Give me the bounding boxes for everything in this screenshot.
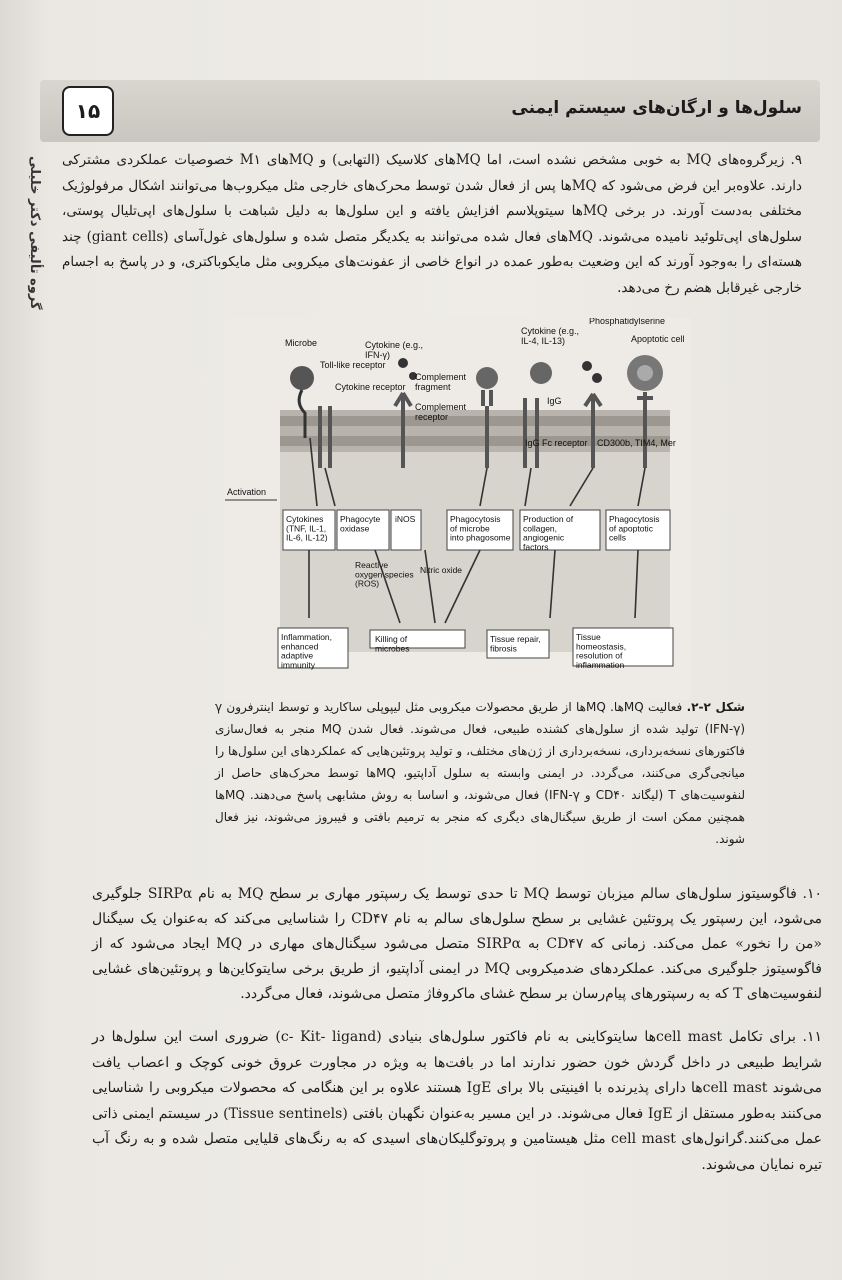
box-phago-microbe-text: Phagocytosis of microbe into phagosome <box>450 514 511 543</box>
paragraph-11: ۱۱. برای تکامل cell mastها سایتوکاینی به نام فاکتور سلول‌های بنیادی (c- Kit- ligand) ضروری است این سلول‌ها در شرایط طبیعی در داخل گردش خون حضور ندارند اما در بافت‌ها به ویژه در مجاورت عروق خونی کوچک و اعصاب یافت می‌شوند cell mastها دارای پذیرنده با افینیتی بالا برای IgE هستند علاوه بر این هنگامی که محصولات میکروبی را شناسایی می‌کنند به‌طور مستقل از IgE فعال می‌شوند. در این مسیر به‌عنوان نگهبان بافتی (Tissue sentinels) در سیستم ایمنی ذاتی عمل می‌کنند.گرانول‌های cell mast مثل هیستامین و پروتوگلیکان‌های اسیدی که به رنگ‌های قلیایی متصل شده و به رنگ آب تیره نمایان می‌شوند. <box>92 1029 823 1173</box>
label-complement-fragment: Complement fragment <box>415 372 467 392</box>
microbe-icon <box>290 366 314 390</box>
label-cytokine-2: Cytokine (e.g., IL-4, IL-13) <box>521 326 580 346</box>
box-collagen-text: Production of collagen, angiogenic factors <box>523 514 574 553</box>
chapter-title: سلول‌ها و ارگان‌های سیستم ایمنی <box>511 98 802 118</box>
label-activation: Activation <box>227 487 267 497</box>
label-cytokine-1: Cytokine (e.g., IFN-γ) <box>365 340 424 360</box>
label-apoptotic-cell: Apoptotic cell <box>631 334 685 344</box>
label-phosphatidylserine: Phosphatidylserine <box>589 318 666 326</box>
label-complement-receptor: Complement receptor <box>415 402 467 422</box>
page-number: ۱۵ <box>62 86 114 136</box>
label-igg-fc-receptor: IgG Fc receptor <box>525 438 588 448</box>
outcome-inflammation-text: Inflammation, enhanced adaptive immunity <box>281 632 333 671</box>
label-cd300b: CD300b, TIM4, Mer <box>597 438 676 448</box>
side-brand-label: گروه تألیفی دکتر خلیلی <box>27 156 42 310</box>
complement-fragment-icon <box>476 367 498 389</box>
caption-label: شکل ۲-۲. <box>686 700 745 714</box>
box-phagocyte-text: Phagocyte oxidase <box>340 514 381 534</box>
box-inos-text: iNOS <box>395 514 416 524</box>
label-nitric-oxide: Nitric oxide <box>420 565 463 575</box>
caption-text: فعالیت MQها. MQها از طریق محصولات میکروبی مثل لیپوپلی ساکارید و توسط اینترفرون γ (IFN-γ) تولید شده از سلول‌های کشنده طبیعی، فعال می‌شوند. فعال شدن MQ منجر به فعال‌سازی فاکتورهای نسخه‌برداری، نسخه‌برداری از ژن‌های مختلف، و تولید پروتئین‌هایی که عملکردهای این سلول‌ها را میانجی‌گری می‌کنند، می‌گردد. در ایمنی وابسته به سلول آداپتیو، MQها توسط محرک‌های حاصل از لنفوسیت‌های T (لیگاند CD۴۰ و IFN-γ) فعال می‌شوند، و اساسا به روش مشابهی پاسخ می‌دهند. MQها همچنین ممکن است از طریق سیگنال‌های دیگری که منجر به ترمیم بافتی و فیبروز می‌شوند، نیز فعال شوند. <box>215 700 745 846</box>
label-igg: IgG <box>547 396 562 406</box>
paragraph-10: ۱۰. فاگوسیتوز سلول‌های سالم میزبان توسط MQ تا حدی توسط یک رسپتور مهاری بر سطح MQ به نام SIRPα جلوگیری می‌شود، این رسپتور یک پروتئین غشایی بر سطح سلول‌های سالم به نام CD۴۷ را شناسایی می‌کند که به‌عنوان یک سیگنال «من را نخور» عمل می‌کند. زمانی که CD۴۷ به SIRPα متصل می‌شود سیگنال‌های مهاری در MQ ایجاد می‌شود که از فاگوسیتوز جلوگیری می‌کند. عملکردهای ضدمیکروبی MQ در ایمنی آداپتیو، از طریق برخی سایتوکاین‌ها و پروتئین‌های غشایی لنفوسیت‌های T که به رسپتورهای پیام‌رسان بر سطح غشای ماکروفاژ متصل می‌شوند، فعال می‌گردد. <box>92 886 822 1002</box>
outcome-killing-text: Killing of microbes <box>375 634 410 654</box>
outcome-tissue-repair-text: Tissue repair, fibrosis <box>490 634 541 654</box>
outcome-homeostasis-text: Tissue homeostasis, resolution of inflammation <box>576 632 627 671</box>
igg-microbe-icon <box>530 362 552 384</box>
box-cytokines-text: Cytokines (TNF, IL-1, IL-6, IL-12) <box>286 514 328 543</box>
label-ros: Reactive oxygen species (ROS) <box>355 560 414 589</box>
cytoplasm-area <box>280 452 670 652</box>
chapter-header <box>40 80 820 142</box>
box-apoptotic-text: Phagocytosis of apoptotic cells <box>609 514 660 543</box>
paragraph-9: ۹. زیرگروه‌های MQ به خوبی مشخص نشده است، اما MQهای کلاسیک (التهابی) و MQهای M۱ خصوصیات عملکردی مشترکی دارند. علاوه‌بر این فرض می‌شود که MQها پس از فعال شدن توسط محرک‌های خارجی مثل میکروب‌ها می‌توانند اشکال مرفولوژیک مختلفی به‌دست آورند. در برخی MQها سیتوپلاسم افزایش یافته و این سلول‌ها به دلیل شباهت با سلول‌های اپی‌تلیال پوستی، سلول‌های اپی‌تلوئید نامیده می‌شوند. MQهای فعال شده می‌توانند به یکدیگر متصل شده و سلول‌های غول‌آسای (giant cells) چند هسته‌ای را به‌وجود آورند که این وضعیت به‌طور عمده در انواع خاصی از عفونت‌های میکروبی مثل مایکوباکتری، و در پاسخ به اجسام خارجی غیرقابل هضم رخ می‌دهد. <box>62 152 803 296</box>
label-microbe: Microbe <box>285 338 318 348</box>
macrophage-activation-figure <box>225 318 690 700</box>
label-tlr: Toll-like receptor <box>320 360 386 370</box>
figure-caption <box>215 696 745 850</box>
label-cytokine-receptor: Cytokine receptor <box>335 382 406 392</box>
cytokine-dot-icon <box>398 358 408 368</box>
